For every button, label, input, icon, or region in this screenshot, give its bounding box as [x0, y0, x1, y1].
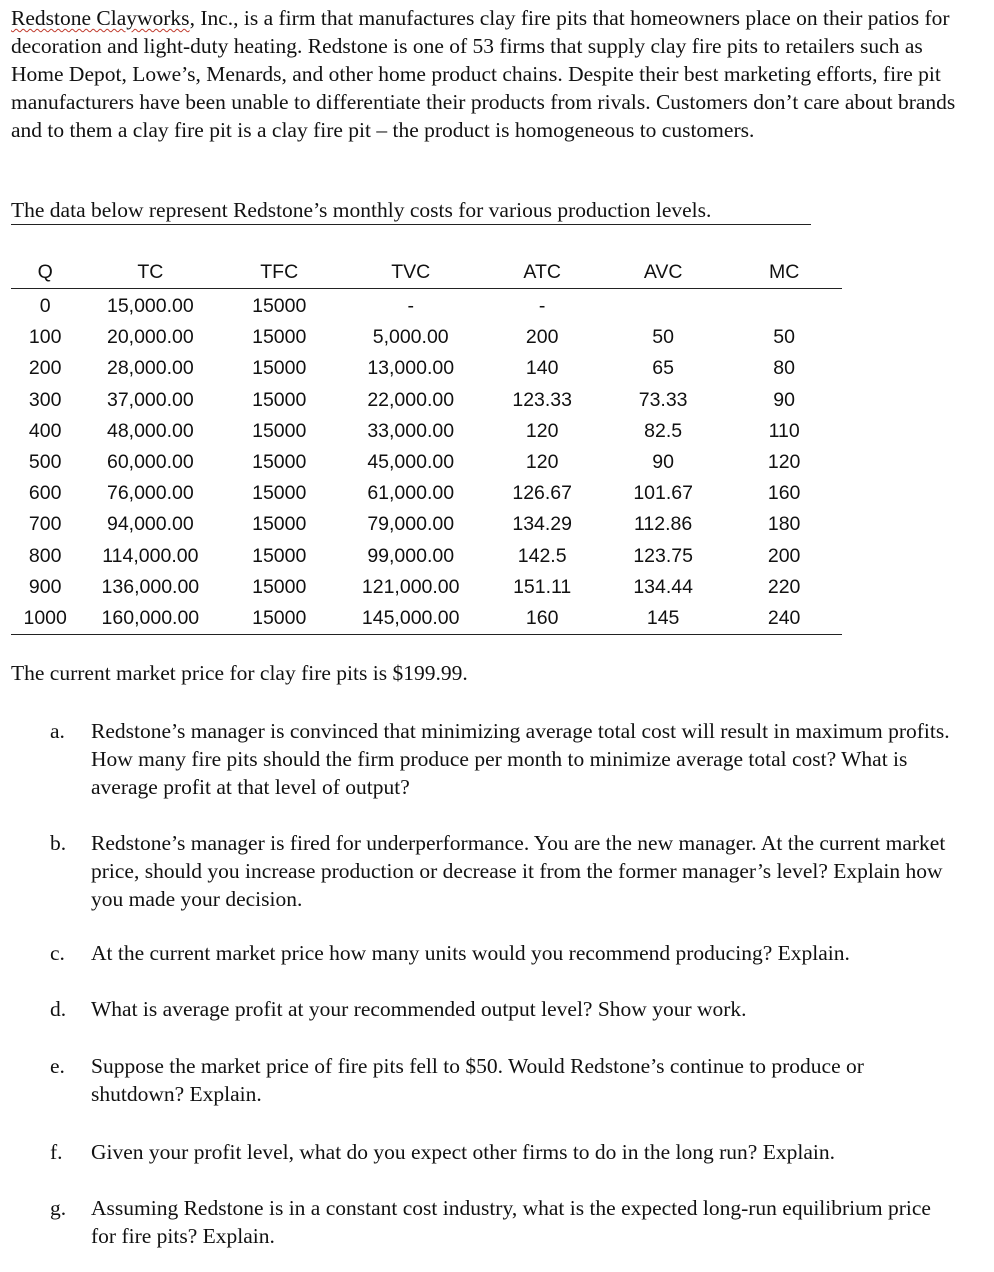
question-text: What is average profit at your recommended output level? Show your work. — [91, 997, 747, 1021]
cell-tvc: 145,000.00 — [337, 603, 484, 635]
cell-mc: 220 — [767, 575, 801, 598]
question-label: b. — [50, 831, 67, 855]
cell-avc: 73.33 — [638, 388, 688, 411]
question-text: Assuming Redstone is in a constant cost industry, what is the expected long-run equilibrium price for fire pits? Explain. — [91, 1196, 931, 1248]
cell-atc: 200 — [525, 326, 559, 349]
cell-tc: 94,000.00 — [106, 513, 194, 536]
cell-tc: 136,000.00 — [101, 575, 200, 598]
cell-tfc: 15000 — [252, 419, 307, 442]
cell-q: 100 — [28, 326, 62, 349]
cell-tvc: 5,000.00 — [372, 326, 449, 349]
cell-q: 800 — [28, 544, 62, 567]
cell-tc: 20,000.00 — [106, 326, 194, 349]
cell-tfc: 15000 — [252, 295, 307, 318]
cell-atc: 120 — [525, 451, 559, 474]
cell-q: 1000 — [11, 603, 79, 635]
cell-tfc: 15000 — [252, 544, 307, 567]
cell-tfc: 15000 — [252, 513, 307, 536]
cell-q: 500 — [28, 451, 62, 474]
caption-underline — [11, 224, 811, 225]
cell-mc: 50 — [773, 326, 795, 349]
cell-q: 300 — [28, 388, 62, 411]
cell-tc: 48,000.00 — [106, 419, 194, 442]
cell-tc: 37,000.00 — [106, 388, 194, 411]
cell-tfc: 15000 — [221, 603, 337, 635]
cell-tfc: 15000 — [252, 388, 307, 411]
cell-q: 700 — [28, 513, 62, 536]
table-row — [11, 289, 842, 323]
header-mc: MC — [726, 256, 842, 289]
cell-tc: 76,000.00 — [106, 482, 194, 505]
cell-tfc: 15000 — [252, 357, 307, 380]
cell-tvc: 13,000.00 — [367, 357, 455, 380]
cell-tvc: 33,000.00 — [367, 419, 455, 442]
cell-atc: 120 — [525, 419, 559, 442]
header-tfc: TFC — [221, 256, 337, 289]
cell-atc: 151.11 — [513, 575, 572, 598]
cell-avc: 145 — [600, 603, 726, 635]
cell-tc: 15,000.00 — [106, 295, 194, 318]
cell-mc: 80 — [773, 357, 795, 380]
cell-avc — [600, 289, 726, 323]
cell-mc: 180 — [767, 513, 801, 536]
table-row — [11, 509, 842, 540]
question-text: Given your profit level, what do you expect other firms to do in the long run? Explain. — [91, 1140, 835, 1164]
cost-table — [11, 256, 842, 635]
header-avc: AVC — [600, 256, 726, 289]
cell-mc: 110 — [768, 419, 800, 442]
cell-tfc: 15000 — [252, 482, 307, 505]
question-text: At the current market price how many units would you recommend producing? Explain. — [91, 941, 850, 965]
cell-mc: 240 — [726, 603, 842, 635]
question-label: d. — [50, 997, 67, 1021]
table-header-row — [11, 256, 842, 289]
table-row — [11, 478, 842, 509]
table-body — [11, 289, 842, 635]
cell-tc: 114,000.00 — [102, 544, 199, 567]
cell-avc: 65 — [652, 357, 674, 380]
cell-tc: 160,000.00 — [79, 603, 221, 635]
cell-q: 400 — [28, 419, 62, 442]
cell-tc: 28,000.00 — [106, 357, 194, 380]
table-row — [11, 353, 842, 384]
cell-atc: 126.67 — [512, 482, 572, 505]
table-row — [11, 322, 842, 353]
header-q: Q — [11, 256, 79, 289]
cell-atc: 142.5 — [517, 544, 567, 567]
cell-q: 600 — [28, 482, 62, 505]
question-label: e. — [50, 1054, 65, 1078]
cell-atc: 160 — [484, 603, 600, 635]
cell-q: 200 — [28, 357, 62, 380]
cell-q: 0 — [39, 295, 51, 318]
cell-tfc: 15000 — [252, 451, 307, 474]
cell-avc: 50 — [652, 326, 674, 349]
company-name: Redstone Clayworks — [11, 6, 190, 30]
cell-tfc: 15000 — [252, 326, 307, 349]
cell-avc: 90 — [652, 451, 674, 474]
cell-atc: 140 — [525, 357, 559, 380]
table-row — [11, 385, 842, 416]
header-tvc: TVC — [337, 256, 484, 289]
cell-avc: 134.44 — [633, 575, 693, 598]
cell-avc: 123.75 — [633, 544, 693, 567]
question-label: f. — [50, 1140, 63, 1164]
question-label: a. — [50, 719, 65, 743]
intro-paragraph — [11, 4, 971, 144]
cell-tvc: 121,000.00 — [361, 575, 460, 598]
question-label: g. — [50, 1196, 67, 1220]
cell-avc: 112.86 — [634, 513, 693, 536]
data-caption: The data below represent Redstone’s monthly costs for various production levels. — [11, 198, 712, 222]
table-row — [11, 447, 842, 478]
cell-tvc: 61,000.00 — [367, 482, 455, 505]
table-row — [11, 541, 842, 572]
cell-tfc: 15000 — [252, 575, 307, 598]
cell-mc: 160 — [767, 482, 801, 505]
cell-tvc: 99,000.00 — [367, 544, 455, 567]
question-text: Suppose the market price of fire pits fell to $50. Would Redstone’s continue to produce or shutdown? Explain. — [91, 1054, 864, 1106]
cell-mc — [726, 289, 842, 323]
cell-atc: 123.33 — [512, 388, 572, 411]
table-row — [11, 603, 842, 635]
cell-tvc: 45,000.00 — [367, 451, 455, 474]
intro-text: , Inc., is a firm that manufactures clay fire pits that homeowners place on their patios for decoration and light-duty heating. Redstone is one of 53 firms that supply clay fire pits to retailers such as Home Depot, Lowe’s, Menards, and other home product chains. Despite their best marketing efforts, fire pit manufacturers have been unable to differentiate their products from rivals. Customers don’t care about brands and to them a clay fire pit is a clay fire pit – the product is homogeneous to customers. — [11, 6, 956, 142]
market-price-statement: The current market price for clay fire pits is $199.99. — [11, 661, 468, 685]
table-row — [11, 416, 842, 447]
table-row — [11, 572, 842, 603]
cell-tvc: 79,000.00 — [367, 513, 455, 536]
header-atc: ATC — [484, 256, 600, 289]
question-label: c. — [50, 941, 65, 965]
header-tc: TC — [79, 256, 221, 289]
question-text: Redstone’s manager is fired for underperformance. You are the new manager. At the current market price, should you increase production or decrease it from the former manager’s level? Explain how you made your decision. — [91, 831, 946, 911]
cell-avc: 82.5 — [644, 419, 683, 442]
cell-q: 900 — [28, 575, 62, 598]
cell-mc: 200 — [767, 544, 801, 567]
cell-atc: - — [538, 295, 546, 318]
cell-tc: 60,000.00 — [106, 451, 194, 474]
question-text: Redstone’s manager is convinced that minimizing average total cost will result in maximum profits. How many fire pits should the firm produce per month to minimize average total cost? What is average profit at that level of output? — [91, 719, 950, 799]
cell-avc: 101.67 — [633, 482, 693, 505]
cell-mc: 120 — [767, 451, 801, 474]
cell-tvc: 22,000.00 — [367, 388, 455, 411]
cell-atc: 134.29 — [512, 513, 572, 536]
cell-tvc: - — [407, 295, 414, 318]
cell-mc: 90 — [773, 388, 795, 411]
